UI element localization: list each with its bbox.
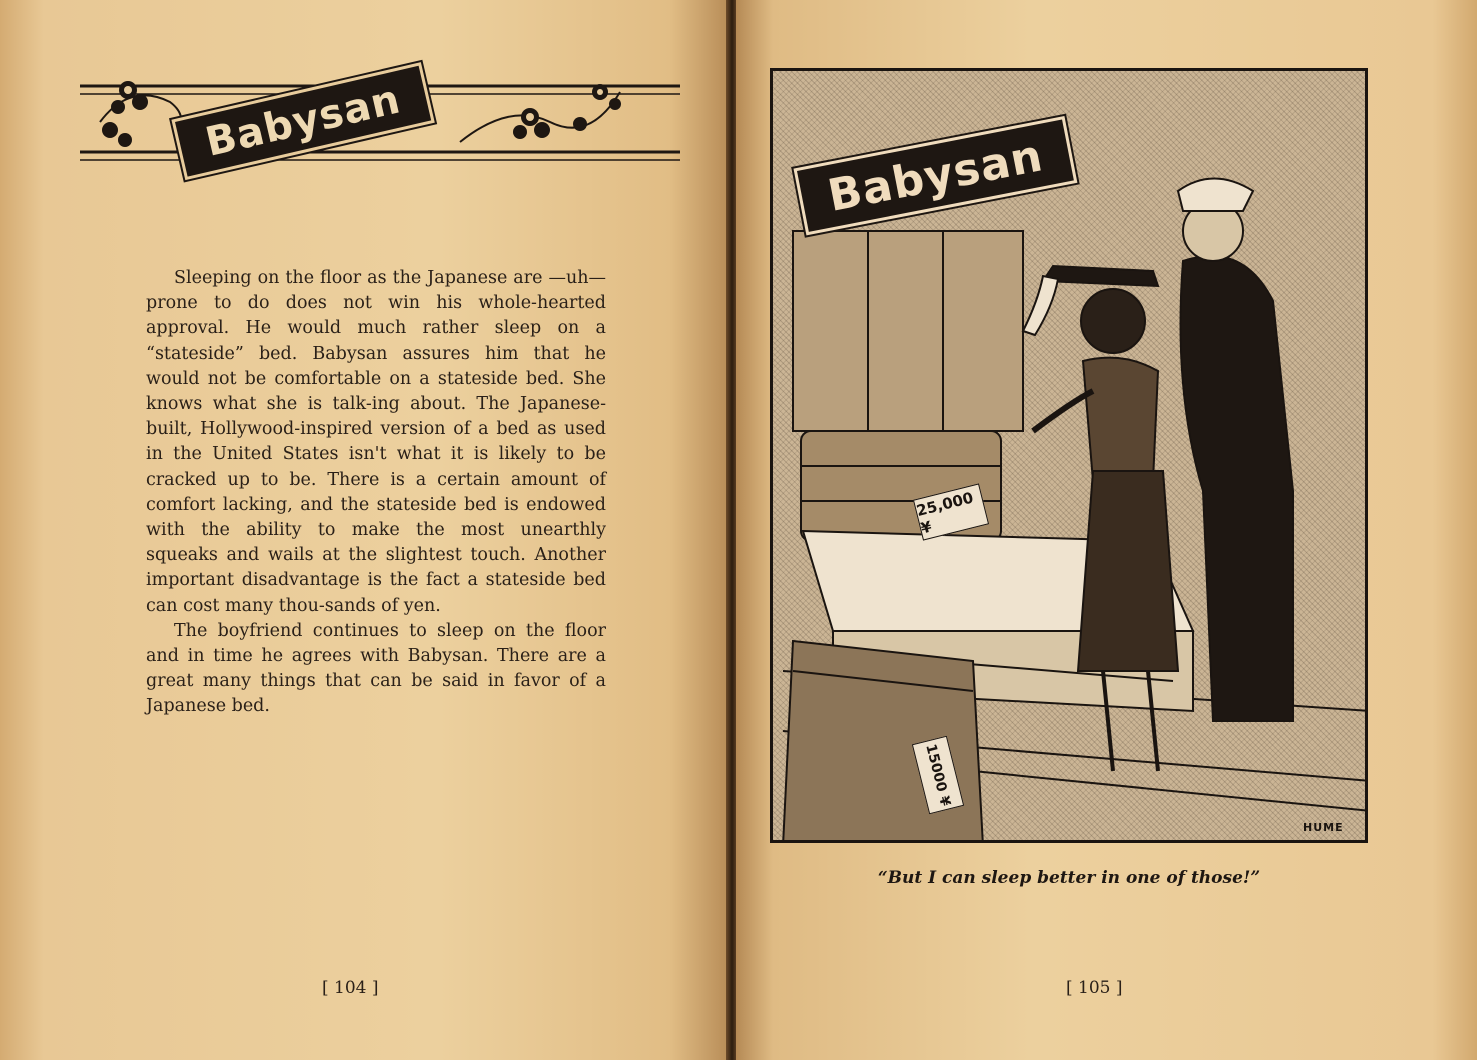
- bed-price-text: 25,000 ¥: [914, 488, 976, 538]
- paragraph-1: Sleeping on the floor as the Japanese are —uh—prone to do does not win his whole-hearted approval. He would much rather sleep on a “stateside” bed. Babysan assures him that he would not be comfortable on a stateside bed. She knows what she is talk-ing about. The Japanese-built, Hollywood-inspired version of a bed as used in the United States isn't what it is likely to be cracked up to be. There is a certain amount of comfort lacking, and the stateside bed is endowed with the ability to make the most unearthly squeaks and wails at the slightest touch. Another important disadvantage is the fact a stateside bed can cost many thou-sands of yen.: [146, 268, 606, 616]
- woman-head-shape: [1081, 289, 1145, 353]
- cartoon-title: Babysan: [823, 129, 1048, 222]
- chapter-header: [80, 62, 680, 197]
- body-text: [146, 266, 606, 720]
- sailor-body-shape: [1181, 256, 1294, 721]
- floor-mat-shape: [783, 641, 983, 843]
- page-number-left: [ 104 ]: [322, 978, 379, 998]
- cartoon-illustration: [770, 68, 1368, 843]
- header-title: Babysan: [201, 76, 405, 166]
- cartoon-caption: “But I can sleep better in one of those!”: [877, 868, 1261, 888]
- wardrobe-shape: [793, 231, 1023, 431]
- mat-price-text: 15000 ¥: [922, 742, 954, 808]
- page-number-right: [ 105 ]: [1066, 978, 1123, 998]
- artist-signature: HUME: [1303, 821, 1344, 834]
- paragraph-2: The boyfriend continues to sleep on the floor and in time he agrees with Babysan. There are a great many things that can be said in favor of a Japanese bed.: [146, 620, 606, 717]
- left-page: [0, 0, 728, 1060]
